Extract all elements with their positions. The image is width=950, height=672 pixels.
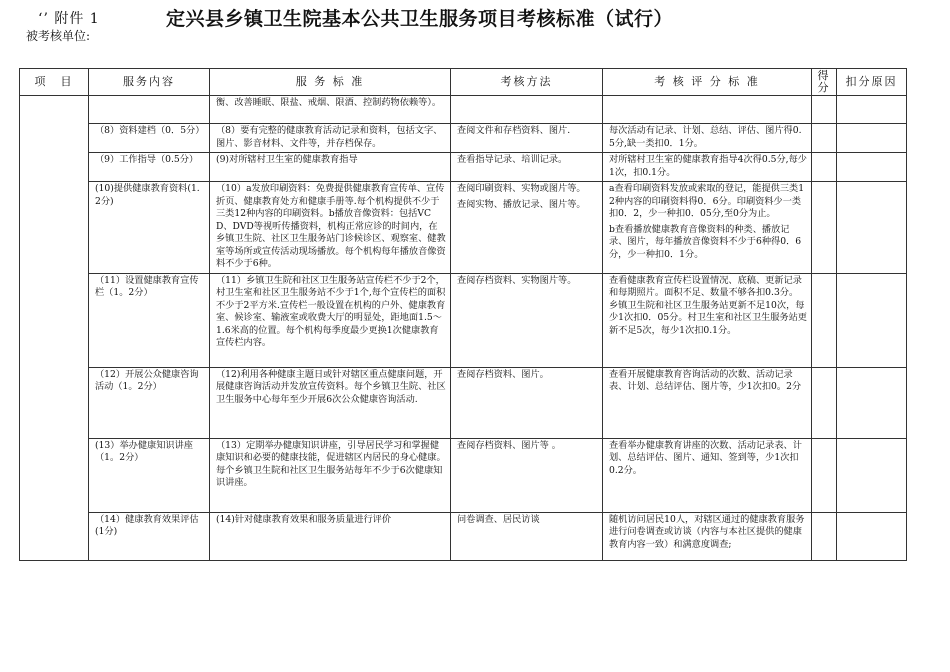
content-cell: (10)提供健康教育资料(1.2分) xyxy=(89,182,210,274)
project-cell xyxy=(20,96,89,561)
deduction-cell[interactable] xyxy=(837,273,907,367)
criteria-cell: 每次活动有记录、计划、总结、评估、图片得0.5分,缺一类扣0．1分。 xyxy=(603,124,812,153)
standard-cell: （13）定期举办健康知识讲座，引导居民学习和掌握健康知识和必要的健康技能，促进辖区内居民的身心健康。每个乡镇卫生院和社区卫生服务站每年不少于6次健康知识讲座。 xyxy=(210,438,451,512)
page-title: 定兴县乡镇卫生院基本公共卫生服务项目考核标准（试行） xyxy=(166,8,674,30)
score-cell[interactable] xyxy=(812,124,837,153)
content-cell: (13）举办健康知识讲座（1。2分） xyxy=(89,438,210,512)
criteria-text-a: a查看印刷资料发放或索取的登记，能提供三类12种内容的印刷资料得0．6分。印刷资料少一类扣0．2，少一种扣0．05分,至0分为止。 xyxy=(609,183,805,219)
score-cell[interactable] xyxy=(812,153,837,182)
method-cell: 查阅存档资料、实物图片等。 xyxy=(451,273,603,367)
method-text-a: 查阅印刷资料、实物或图片等。 xyxy=(457,183,586,194)
table-row xyxy=(20,124,907,153)
deduction-cell[interactable] xyxy=(837,438,907,512)
standard-cell: 衡、改善睡眠、限盐、戒烟、限酒、控制药物依赖等）。 xyxy=(210,96,451,124)
table-row xyxy=(20,153,907,182)
content-cell: （14）健康教育效果评估(1分) xyxy=(89,512,210,560)
content-cell: （11）设置健康教育宣传栏（1。2分） xyxy=(89,273,210,367)
standard-cell: (9)对所辖村卫生室的健康教育指导 xyxy=(210,153,451,182)
score-cell[interactable] xyxy=(812,96,837,124)
table-row xyxy=(20,512,907,560)
column-header-content: 服务内容 xyxy=(89,69,210,96)
deduction-cell[interactable] xyxy=(837,153,907,182)
method-cell: 问卷调查、居民访谈 xyxy=(451,512,603,560)
score-cell[interactable] xyxy=(812,367,837,438)
column-header-criteria: 考 核 评 分 标 准 xyxy=(603,69,812,96)
deduction-cell[interactable] xyxy=(837,96,907,124)
column-header-score: 得分 xyxy=(812,69,837,96)
column-header-method: 考核方法 xyxy=(451,69,603,96)
standard-cell: （8）要有完整的健康教育活动记录和资料，包括文字、图片、影音材料、文件等，并存档保存。 xyxy=(210,124,451,153)
deduction-cell[interactable] xyxy=(837,512,907,560)
content-cell: （8）资料建档（0．5分） xyxy=(89,124,210,153)
score-cell[interactable] xyxy=(812,512,837,560)
method-cell: 查阅文件和存档资料、图片. xyxy=(451,124,603,153)
score-cell[interactable] xyxy=(812,273,837,367)
deduction-cell[interactable] xyxy=(837,124,907,153)
criteria-cell: 对所辖村卫生室的健康教育指导4次得0.5分,每少1次，扣0.1分。 xyxy=(603,153,812,182)
column-header-deduction-reason: 扣分原因 xyxy=(837,69,907,96)
deduction-cell[interactable] xyxy=(837,367,907,438)
table-row xyxy=(20,438,907,512)
content-cell: （9）工作指导（0.5分） xyxy=(89,153,210,182)
method-cell: 查阅存档资料、图片。 xyxy=(451,367,603,438)
score-cell[interactable] xyxy=(812,438,837,512)
column-header-standard: 服 务 标 准 xyxy=(210,69,451,96)
attachment-label: ‘’ 附件 1 xyxy=(38,11,100,27)
method-cell xyxy=(451,182,603,274)
content-cell: （12）开展公众健康咨询活动（1。2分） xyxy=(89,367,210,438)
table-header-row xyxy=(20,69,907,96)
table-row xyxy=(20,273,907,367)
method-text-b: 查阅实物、播放记录、图片等。 xyxy=(457,198,586,210)
standard-cell: （10）a发放印刷资料：免费提供健康教育宣传单、宣传折页、健康教育处方和健康手册等.每个机构提供不少于三类12种内容的印刷资料。b播放音像资料：包括VCD、DVD等视听传播资料，机构正常应诊的时间内，在乡镇卫生院、社区卫生服务站门诊候诊区、观察室、健教室等场所或宣传活动现场播放。每个机构每年播放音像资料不少于6种。 xyxy=(210,182,451,274)
criteria-cell: 查看健康教育宣传栏设置情况、底稿、更新记录和每期照片。面积不足、数量不够各扣0.3分。乡镇卫生院和社区卫生服务站更新不足10次，每少1次扣0．05分。村卫生室和社区卫生服务站更新不足5次，每少1次扣0.1分。 xyxy=(603,273,812,367)
score-cell[interactable] xyxy=(812,182,837,274)
standard-cell: （11）乡镇卫生院和社区卫生服务站宣传栏不少于2个，村卫生室和社区卫生服务站不少于1个,每个宣传栏的面积不少于2平方米.宣传栏一般设置在机构的户外、健康教育室、候诊室、输液室或收费大厅的明显处，距地面1.5～1.6米高的位置。每个机构每季度最少更换1次健康教育宣传栏内容。 xyxy=(210,273,451,367)
standard-cell: （12)利用各种健康主题日或针对辖区重点健康问题，开展健康咨询活动并发放宣传资料。每个乡镇卫生院、社区卫生服务中心每年至少开展6次公众健康咨询活动. xyxy=(210,367,451,438)
content-cell xyxy=(89,96,210,124)
deduction-cell[interactable] xyxy=(837,182,907,274)
method-cell: 查看指导记录、培训记录。 xyxy=(451,153,603,182)
column-header-item: 项 目 xyxy=(20,69,89,96)
method-cell: 查阅存档资料、图片等 。 xyxy=(451,438,603,512)
table-row xyxy=(20,182,907,274)
criteria-cell xyxy=(603,96,812,124)
table-row xyxy=(20,96,907,124)
criteria-cell xyxy=(603,182,812,274)
criteria-cell: 随机访问居民10人，对辖区通过的健康教育服务进行问卷调查或访谈（内容与本社区提供的健康教育内容一致）和满意度调查; xyxy=(603,512,812,560)
criteria-cell: 查看举办健康教育讲座的次数、活动记录表、计划、总结评估、图片、通知、签到等，少1次扣0.2分。 xyxy=(603,438,812,512)
table-row xyxy=(20,367,907,438)
method-cell xyxy=(451,96,603,124)
criteria-text-b: b查看播放健康教育音像资料的种类、播放记录、图片，每年播放音像资料不少于6种得0．6分，少一种扣0．1分。 xyxy=(609,223,802,260)
assessed-unit-label: 被考核单位: xyxy=(26,29,91,43)
assessment-table xyxy=(19,68,907,561)
standard-cell: (14)针对健康教育效果和服务质量进行评价 xyxy=(210,512,451,560)
criteria-cell: 查看开展健康教育咨询活动的次数、活动记录表、计划、总结评估、图片等，少1次扣0。2分 xyxy=(603,367,812,438)
